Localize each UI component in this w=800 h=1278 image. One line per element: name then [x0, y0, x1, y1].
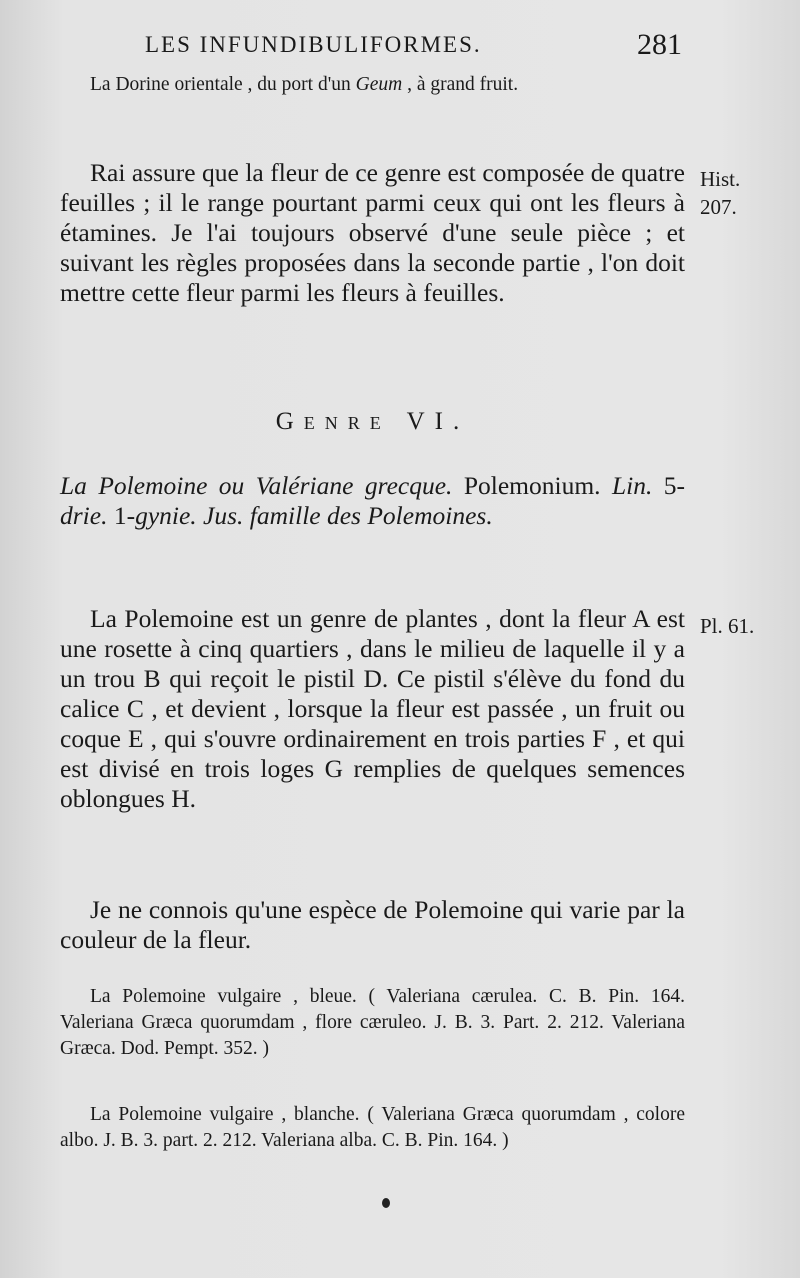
genre-heading: Genre VI. [275, 408, 470, 435]
species-entry-1: La Polemoine vulgaire , bleue. ( Valeriana cærulea. C. B. Pin. 164. Valeriana Græca quorumdam , flore cæruleo. J. B. 3. Part. 2. 212. Valeriana Græca. Dod. Pempt. 352. ) [60, 986, 685, 1059]
margin-note-hist [700, 165, 740, 221]
margin-note-plate: Pl. 61. [700, 614, 755, 638]
genre-title-italic-2: Lin. [611, 471, 653, 500]
margin-note-hist-line1: Hist. [700, 167, 741, 191]
top-note-text-1: La Dorine orientale , du port d'un [90, 74, 356, 95]
top-note-text-2: , à grand fruit. [402, 74, 519, 95]
species-entry-2: La Polemoine vulgaire , blanche. ( Valeriana Græca quorumdam , colore albo. J. B. 3. part. 2. 212. Valeriana alba. C. B. Pin. 164. ) [60, 1104, 685, 1151]
running-title: LES INFUNDIBULIFORMES. [145, 32, 482, 57]
genre-title-roman-3: 1- [107, 501, 136, 530]
genre-title [60, 471, 685, 531]
genre-title-italic-3: drie. [60, 501, 108, 530]
genre-title-roman-1: Polemonium. [452, 471, 612, 500]
paragraph-3: Je ne connois qu'une espèce de Polemoine qui varie par la couleur de la fleur. [60, 895, 685, 954]
top-note-italic: Geum [355, 74, 403, 95]
genre-title-roman-2: 5- [652, 471, 685, 500]
ink-dot [382, 1198, 390, 1208]
page-header [145, 28, 690, 68]
page-number: 281 [637, 28, 682, 61]
top-note [60, 72, 685, 98]
genre-title-italic-1: La Polemoine ou Valériane grecque. [60, 471, 453, 500]
paragraph-2: La Polemoine est un genre de plantes , dont la fleur A est une rosette à cinq quartiers , dans le milieu de laquelle il y a un trou B qui reçoit le pistil D. Ce pistil s'élève du fond du calice C , et devient , lorsque la fleur est passée , un fruit ou coque E , qui s'ouvre ordinairement en trois parties F , et qui est divisé en trois loges G remplies de quelques semences oblongues H. [60, 604, 685, 813]
paragraph-1: Rai assure que la fleur de ce genre est composée de quatre feuilles ; il le range pourtant parmi ceux qui ont les fleurs à étamines. Je l'ai toujours observé d'une seule pièce ; et suivant les règles proposées dans la seconde partie , l'on doit mettre cette fleur parmi les fleurs à feuilles. [60, 158, 685, 307]
margin-note-hist-line2: 207. [700, 195, 737, 219]
genre-title-italic-4: gynie. Jus. famille des Polemoines. [135, 501, 493, 530]
